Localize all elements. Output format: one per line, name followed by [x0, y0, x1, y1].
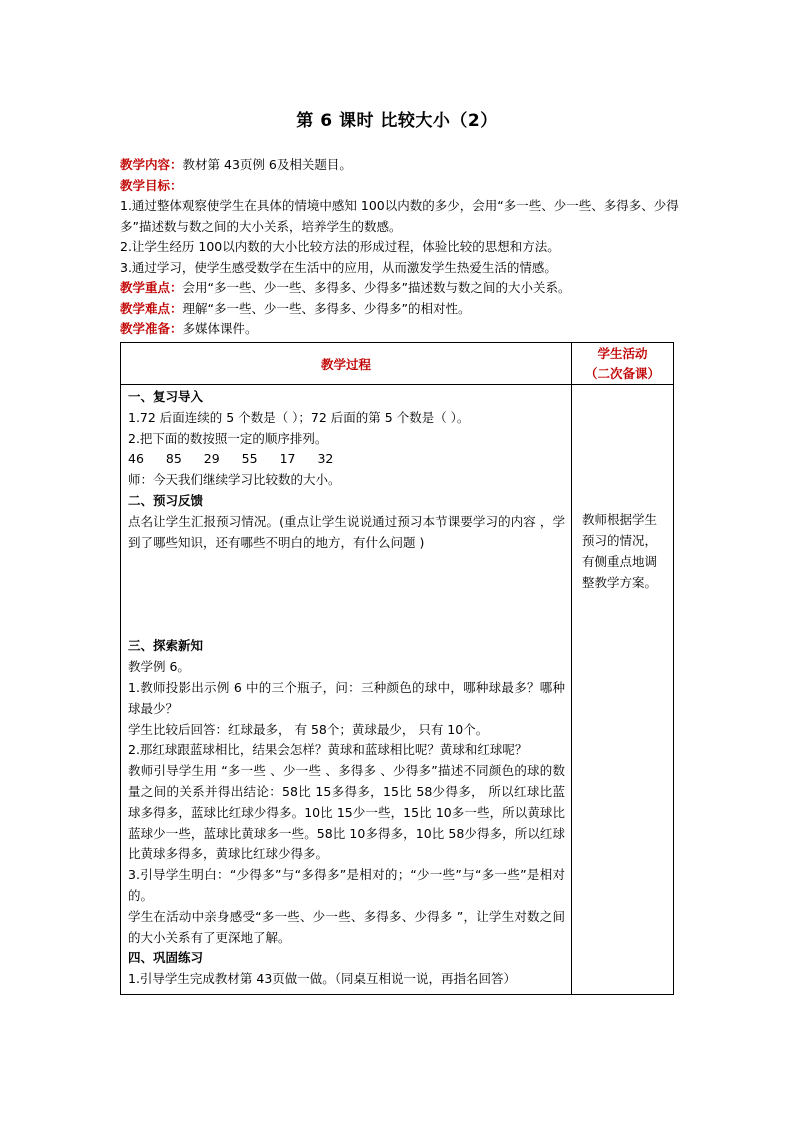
goal-item: 1.通过整体观察使学生在具体的情境中感知 100以内数的多少，会用“多一些、少一些、多得多、少得多”描述数与数之间的大小关系，培养学生的数感。 — [120, 198, 679, 234]
explore-line: 教师引导学生用 “多一些 、少一些 、多得多 、少得多”描述不同颜色的球的数量之间的关系并得出结论：58比 15多得多，15比 58少得多， 所以红球比蓝球多得多，蓝球比红球少得多。10比 15少一些，15比 10多一些，所以黄球比蓝球少一些，蓝球比黄球多一些。58比 10多得多，10比 58少得多，所以红球比黄球多得多，黄球比红球少得多。 — [128, 763, 565, 862]
section-title: 二、预习反馈 — [128, 492, 204, 508]
number-item: 46 — [128, 451, 144, 467]
prep-label: 教学准备： — [120, 321, 183, 336]
difficulty-label: 教学难点： — [120, 300, 183, 316]
activity-cell — [572, 385, 674, 995]
teaching-difficulty — [120, 299, 680, 320]
goal-item: 2.让学生经历 100以内数的大小比较方法的形成过程，体验比较的思想和方法。 — [120, 239, 560, 254]
content-label: 教学内容： — [120, 157, 183, 172]
lesson-meta — [120, 155, 680, 340]
content-text: 教材第 43页例 6及相关题目。 — [182, 157, 352, 172]
section-title: 四、巩固练习 — [128, 950, 204, 966]
activity-header-line2: （二次备课） — [584, 365, 660, 381]
preview-text: 点名让学生汇报预习情况。(重点让学生说说通过预习本节课要学习的内容 ，学到了哪些知识，还有哪些不明白的地方，有什么问题 ) — [128, 513, 565, 550]
teaching-content — [120, 155, 680, 176]
difficulty-text: 理解“多一些、少一些、多得多、少得多”的相对性。 — [182, 300, 471, 316]
number-item: 32 — [317, 451, 334, 467]
explore-line: 学生在活动中亲身感受“多一些、少一些、多得多、少得多 ”，让学生对数之间的大小关系有了更深地了解。 — [128, 908, 565, 945]
lesson-table — [120, 342, 674, 995]
activity-header — [572, 343, 674, 385]
number-item: 55 — [241, 451, 258, 467]
goals-label-row — [120, 176, 680, 197]
explore-line: 3.引导学生明白：“少得多”与“多得多”是相对的；“少一些”与“多一些”是相对的。 — [128, 867, 565, 903]
section-title: 一、复习导入 — [128, 389, 204, 404]
teaching-prep — [120, 319, 680, 340]
teaching-key-point — [120, 278, 680, 299]
prep-text: 多媒体课件。 — [182, 321, 258, 336]
number-list — [128, 449, 565, 470]
goals-label: 教学目标： — [120, 177, 183, 193]
process-cell — [121, 385, 572, 995]
table-body-row — [121, 385, 674, 995]
goal-item: 3.通过学习，使学生感受数学在生活中的应用，从而激发学生热爱生活的情感。 — [120, 259, 557, 275]
process-header-text: 教学过程 — [320, 356, 371, 372]
review-question: 2.把下面的数按照一定的顺序排列。 — [128, 430, 328, 446]
blank-space — [128, 553, 565, 636]
key-text: 会用“多一些、少一些、多得多、少得多”描述数与数之间的大小关系。 — [182, 280, 571, 295]
teacher-line: 师：今天我们继续学习比较数的大小。 — [128, 472, 341, 488]
explore-line: 学生比较后回答：红球最多， 有 58个；黄球最少， 只有 10个。 — [128, 721, 489, 737]
practice-line: 1.引导学生完成教材第 43页做一做。（同桌互相说一说，再指名回答） — [128, 971, 517, 987]
activity-header-line1: 学生活动 — [597, 345, 648, 361]
explore-line: 2.那红球跟蓝球相比，结果会怎样？黄球和蓝球相比呢？黄球和红球呢？ — [128, 742, 528, 758]
number-item: 29 — [203, 451, 220, 467]
review-question: 1.72 后面连续的 5 个数是（ ）；72 后面的第 5 个数是（ ）。 — [128, 409, 470, 425]
key-label: 教学重点： — [120, 280, 183, 295]
lesson-title: 第 6 课时 比较大小（2） — [296, 111, 498, 131]
process-header — [121, 343, 572, 385]
number-item: 85 — [165, 451, 182, 467]
activity-text: 教师根据学生预习的情况，有侧重点地调整教学方案。 — [582, 512, 658, 590]
explore-line: 教学例 6。 — [128, 659, 190, 675]
table-header-row — [121, 343, 674, 385]
section-title: 三、探索新知 — [128, 638, 204, 654]
number-item: 17 — [279, 451, 296, 467]
explore-line: 1.教师投影出示例 6 中的三个瓶子，问：三种颜色的球中，哪种球最多？哪种球最少？ — [128, 679, 565, 716]
